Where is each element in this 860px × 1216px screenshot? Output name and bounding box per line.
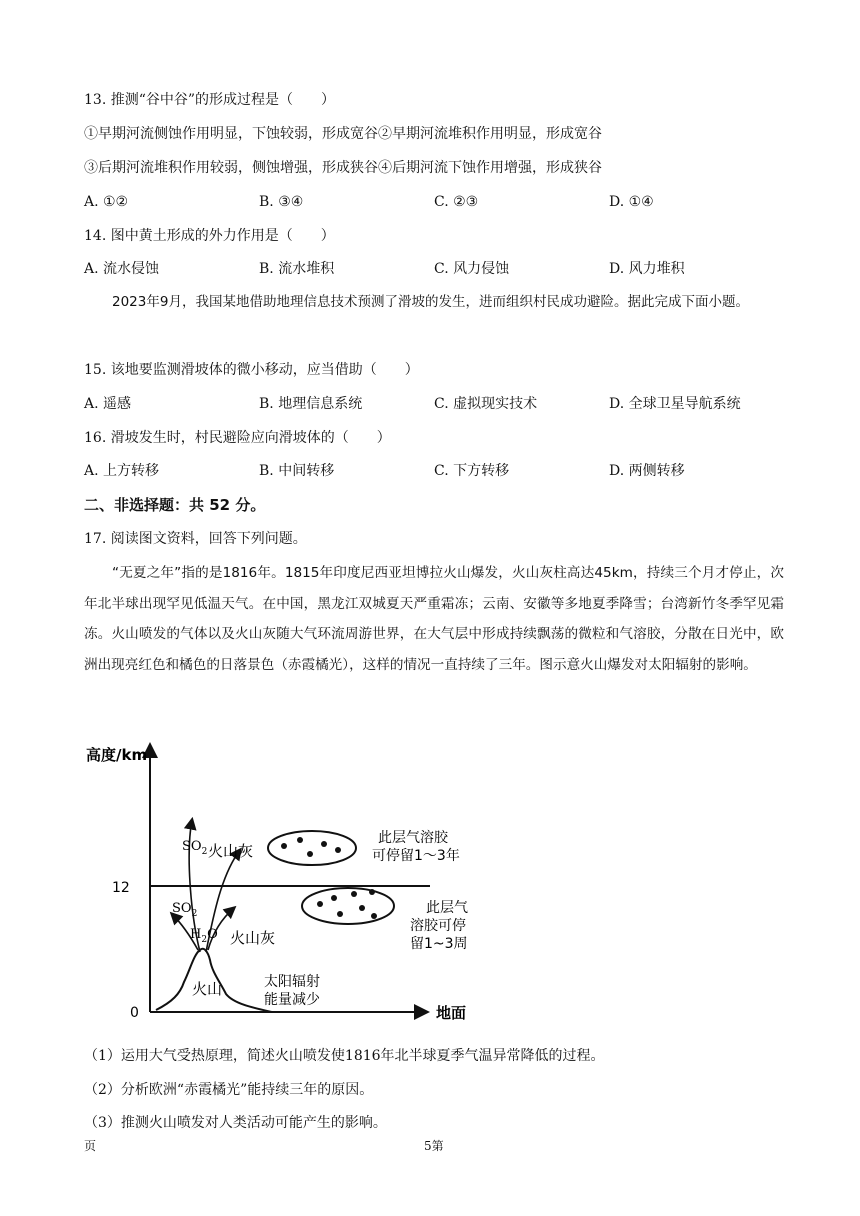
q15-option-d: D. 全球卫星导航系统 [609,396,741,412]
q14-options [84,259,784,279]
tick-label-0: 0 [130,1005,139,1021]
q16-option-b: B. 中间转移 [259,463,335,479]
q14-option-a: A. 流水侵蚀 [84,261,160,277]
lower-aerosol-particles [317,889,377,919]
volcano-label: 火山 [192,980,223,998]
upper-aerosol-ellipse [268,831,356,865]
lower-aerosol-note-line1: 此层气 [426,900,468,916]
y-axis-label: 高度/km [86,746,148,764]
so2-label-top: $SO_2$ [182,839,208,857]
q13-option-a: A. ①② [84,194,129,210]
q15-options [84,394,784,414]
q17-passage: “无夏之年”指的是1816年。1815年印度尼西亚坦博拉火山爆发，火山灰柱高达45km，持续三个月才停止，次年北半球出现罕见低温天气。在中国，黑龙江双城夏天严重霜冻；云南、安徽等多地夏季降雪；台湾新竹冬季罕见霜冻。火山喷发的气体以及火山灰随大气环流周游世界，在大气层中形成持续飘荡的微粒和气溶胶，分散在日光中，欧洲出现亮红色和橘色的日落景色（赤霞橘光），这样的情况一直持续了三年。图示意火山爆发对太阳辐射的影响。 [84,565,784,673]
q15-option-c: C. 虚拟现实技术 [434,396,538,412]
so2-label-low: $SO_2$ [172,901,198,919]
q13-option-d: D. ①④ [609,194,654,210]
q16-option-d: D. 两侧转移 [609,463,685,479]
lower-aerosol-note-line3: 留1~3周 [410,936,468,952]
section-heading: 二、非选择题：共 52 分。 [84,496,266,514]
volcano-radiation-diagram [84,732,484,1032]
q15-option-a: A. 遥感 [84,396,132,412]
q16-options [84,461,784,481]
q13-options [84,192,784,212]
q14-option-d: D. 风力堆积 [609,261,685,277]
q16-option-a: A. 上方转移 [84,463,160,479]
q17-stem: 17. 阅读图文资料，回答下列问题。 [84,531,307,547]
q15-stem: 15. 该地要监测滑坡体的微小移动，应当借助（ ） [84,362,419,378]
ash-label-low: 火山灰 [230,929,276,947]
footer-page-number: 5第 [424,1139,444,1153]
q13-stem: 13. 推测“谷中谷”的形成过程是（ ） [84,92,336,108]
lower-aerosol-ellipse [302,888,394,924]
q13-statements-line1: ①早期河流侧蚀作用明显，下蚀较弱，形成宽谷②早期河流堆积作用明显，形成宽谷 [84,126,602,142]
q16-stem: 16. 滑坡发生时，村民避险应向滑坡体的（ ） [84,430,391,446]
upper-aerosol-particles [281,837,341,857]
q13-option-b: B. ③④ [259,194,304,210]
q13-option-c: C. ②③ [434,194,479,210]
q14-option-c: C. 风力侵蚀 [434,261,510,277]
lower-aerosol-note-line2: 溶胶可停 [410,918,466,934]
upper-aerosol-note-line1: 此层气溶胶 [378,830,448,846]
footer-left-text: 页 [84,1139,97,1153]
q16-option-c: C. 下方转移 [434,463,510,479]
radiation-note-line1: 太阳辐射 [264,974,320,990]
tick-label-12: 12 [112,880,130,896]
radiation-note-line2: 能量减少 [264,992,320,1008]
q14-stem: 14. 图中黄土形成的外力作用是（ ） [84,228,335,244]
material-landslide: 2023年9月，我国某地借助地理信息技术预测了滑坡的发生，进而组织村民成功避险。据此完成下面小题。 [112,294,749,310]
q14-option-b: B. 流水堆积 [259,261,335,277]
q17-subquestion-2: （2）分析欧洲“赤霞橘光”能持续三年的原因。 [84,1082,374,1098]
upper-aerosol-note-line2: 可停留1～3年 [372,848,460,864]
x-axis-label: 地面 [436,1004,467,1022]
ash-label-top: 火山灰 [208,842,254,860]
q17-subquestion-3: （3）推测火山喷发对人类活动可能产生的影响。 [84,1115,387,1131]
q17-subquestion-1: （1）运用大气受热原理，简述火山喷发使1816年北半球夏季气温异常降低的过程。 [84,1048,605,1064]
q13-statements-line2: ③后期河流堆积作用较弱，侧蚀增强，形成狭谷④后期河流下蚀作用增强，形成狭谷 [84,160,602,176]
q15-option-b: B. 地理信息系统 [259,396,363,412]
h2o-label: $H_2O$ [190,927,218,945]
